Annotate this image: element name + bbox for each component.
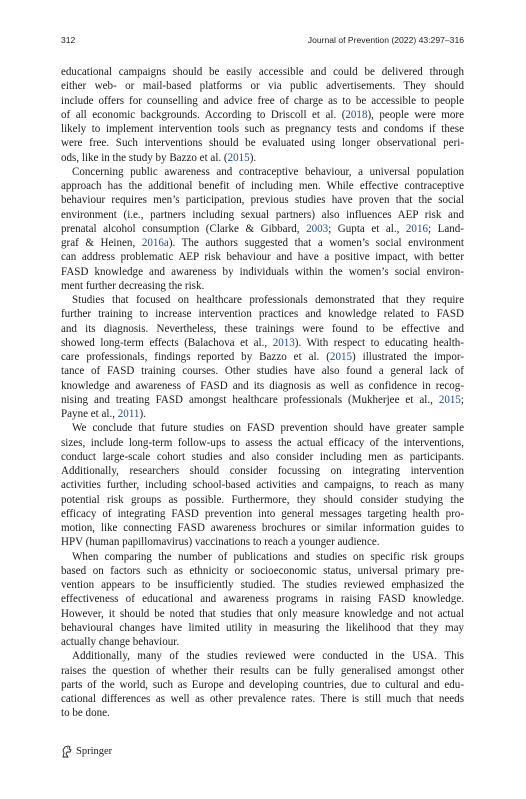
text-line <box>61 507 464 521</box>
text-line <box>61 250 464 264</box>
text-run: Additionally, many of the studies reviewed were conducted in the USA. This <box>72 650 464 663</box>
paragraph <box>61 649 464 720</box>
citation-link[interactable]: 2015 <box>329 351 353 363</box>
text-run: nising and treating FASD amongst healthcare professionals (Mukherjee et al., <box>61 393 439 406</box>
page-number: 312 <box>61 35 76 45</box>
paragraph <box>61 65 464 165</box>
springer-horse-icon <box>61 745 73 758</box>
text-line <box>61 436 464 450</box>
text-run: educational campaigns should be easily accessible and could be delivered through <box>61 66 464 78</box>
text-run: behavioural changes have limited utility in measuring the likelihood that they may <box>61 621 464 634</box>
text-run: knowledge and awareness of FASD and its diagnosis as well as confidence in recog- <box>61 379 464 392</box>
text-line <box>61 222 464 236</box>
text-line <box>61 393 464 407</box>
text-line <box>61 450 464 464</box>
text-line <box>61 108 464 122</box>
text-line <box>61 550 464 564</box>
text-run: tance of FASD training courses. Other studies have also found a general lack of <box>61 365 464 378</box>
text-run: of all economic backgrounds. According to Driscoll et al. ( <box>61 108 346 121</box>
text-line <box>61 364 464 378</box>
text-line <box>61 265 464 279</box>
text-line <box>61 664 464 678</box>
text-run: conduct large-scale cohort studies and also consider including men as participants. <box>61 450 464 463</box>
text-line <box>61 635 464 649</box>
journal-citation: Journal of Prevention (2022) 43:297–316 <box>307 35 464 45</box>
text-run: ; <box>460 393 464 406</box>
text-run: either web- or mail-based platforms or via public advertisements. They should <box>61 80 464 93</box>
text-line <box>61 407 464 421</box>
citation-link[interactable]: 2016a <box>141 237 169 249</box>
text-line <box>61 607 464 621</box>
text-run: Payne et al., <box>61 408 118 420</box>
text-run: Concerning public awareness and contraceptive behaviour, a universal population <box>72 165 464 178</box>
text-run: ; Gupta et al., <box>328 222 406 235</box>
text-line <box>61 379 464 393</box>
text-line <box>61 464 464 478</box>
paragraph <box>61 293 464 421</box>
text-line <box>61 165 464 179</box>
text-line <box>61 279 464 293</box>
text-line <box>61 322 464 336</box>
text-run: raises the question of whether their results can be fully generalised amongst other <box>61 664 464 677</box>
text-line <box>61 678 464 692</box>
publisher-footer <box>61 745 112 758</box>
text-line <box>61 94 464 108</box>
text-line <box>61 692 464 706</box>
text-line <box>61 79 464 93</box>
citation-link[interactable]: 2003 <box>306 222 329 235</box>
text-run: likely to implement intervention tools such as pregnancy tests and condoms if these <box>61 123 464 135</box>
running-header <box>61 35 464 45</box>
text-run: HPV (human papillomavirus) vaccinations to reach a younger audience. <box>61 536 380 549</box>
text-run: activities further, including school-based activities and campaigns, to reach as many <box>61 479 464 492</box>
text-run: Additionally, researchers should consider focussing on integrating intervention <box>61 465 464 477</box>
text-run: cational differences as well as other prevalence rates. There is still much that needs <box>61 693 464 705</box>
text-line <box>61 535 464 549</box>
text-run: ). The authors suggested that a women’s social environment <box>168 237 464 249</box>
paragraph <box>61 550 464 650</box>
text-line <box>61 293 464 307</box>
text-run: potential risk groups as possible. Furthermore, they should consider studying the <box>61 493 464 506</box>
text-line <box>61 564 464 578</box>
text-line <box>61 621 464 635</box>
text-run: graf & Heinen, <box>61 237 142 249</box>
body-text <box>61 65 464 721</box>
text-run: approach has the additional benefit of including men. While effective contraceptive <box>61 180 464 192</box>
text-line <box>61 122 464 136</box>
citation-link[interactable]: 2018 <box>345 108 368 121</box>
text-run: further training to increase intervention practices and knowledge related to FASD <box>61 308 464 321</box>
text-run: were free. Such interventions should be evaluated using longer observational peri- <box>61 137 464 150</box>
publisher-name: Springer <box>76 746 113 757</box>
text-run: vention appears to be insufficiently studied. The studies reviewed emphasized the <box>61 579 464 591</box>
text-run: prenatal alcohol consumption (Clarke & Gibbard, <box>61 222 307 235</box>
citation-link[interactable]: 2011 <box>117 408 140 420</box>
text-line <box>61 65 464 79</box>
text-run: ). <box>249 151 257 164</box>
text-run: motion, like connecting FASD awareness brochures or similar information guides to <box>61 522 464 534</box>
text-line <box>61 136 464 150</box>
text-run: effectiveness of educational and awareness programs in raising FASD knowledge. <box>61 593 464 606</box>
text-line <box>61 208 464 222</box>
text-line <box>61 706 464 720</box>
text-line <box>61 493 464 507</box>
citation-link[interactable]: 2015 <box>438 393 461 406</box>
text-line <box>61 307 464 321</box>
text-run: ) illustrated the impor- <box>352 351 464 363</box>
citation-link[interactable]: 2015 <box>227 151 250 164</box>
text-line <box>61 478 464 492</box>
text-run: and its diagnosis. Nevertheless, these trainings were found to be effective and <box>61 322 464 335</box>
text-line <box>61 592 464 606</box>
text-line <box>61 649 464 663</box>
text-line <box>61 151 464 165</box>
text-line <box>61 236 464 250</box>
text-run: include offers for counselling and advice free of charge as to be accessible to people <box>61 94 464 107</box>
text-run: based on factors such as ethnicity or socioeconomic status, universal primary pre- <box>61 564 464 577</box>
text-line <box>61 193 464 207</box>
text-run: ods, like in the study by Bazzo et al. ( <box>61 151 228 164</box>
text-run: environment (i.e., partners including sexual partners) also influences AEP risk and <box>61 208 464 221</box>
text-line <box>61 350 464 364</box>
text-run: to be done. <box>61 707 110 720</box>
text-run: ment further decreasing the risk. <box>61 279 205 292</box>
text-line <box>61 421 464 435</box>
text-line <box>61 179 464 193</box>
text-run: parts of the world, such as Europe and developing countries, due to cultural and edu- <box>61 678 464 691</box>
text-run: ). <box>139 408 146 420</box>
text-line <box>61 578 464 592</box>
text-line <box>61 336 464 350</box>
paragraph <box>61 165 464 293</box>
text-run: FASD knowledge and awareness by individuals within the women’s social environ- <box>61 265 464 278</box>
text-line <box>61 521 464 535</box>
text-run: ), people were more <box>367 108 464 121</box>
text-run: When comparing the number of publications and studies on specific risk groups <box>72 550 464 563</box>
text-run: efficacy of integrating FASD prevention into general messages targeting health pro- <box>61 507 464 520</box>
text-run: behaviour requires men’s participation, previous studies have proven that the social <box>61 194 464 207</box>
text-run: However, it should be noted that studies that only measure knowledge and not actual <box>61 607 464 620</box>
text-run: can address problematic AEP risk behaviour and have a positive impact, with better <box>61 251 464 264</box>
citation-link[interactable]: 2013 <box>272 336 295 349</box>
text-run: showed long-term effects (Balachova et al., <box>61 336 273 349</box>
text-run: We conclude that future studies on FASD prevention should have greater sample <box>72 422 464 435</box>
text-run: ; Land- <box>427 222 464 235</box>
paragraph <box>61 421 464 549</box>
text-run: Studies that focused on healthcare professionals demonstrated that they require <box>72 294 464 306</box>
text-run: sizes, include long-term follow-ups to assess the actual efficacy of the interventions, <box>61 436 464 449</box>
text-run: actually change behaviour. <box>61 636 180 648</box>
citation-link[interactable]: 2016 <box>405 222 428 235</box>
text-run: care professionals, findings reported by Bazzo et al. ( <box>61 351 330 363</box>
text-run: ). With respect to educating health- <box>294 336 464 349</box>
